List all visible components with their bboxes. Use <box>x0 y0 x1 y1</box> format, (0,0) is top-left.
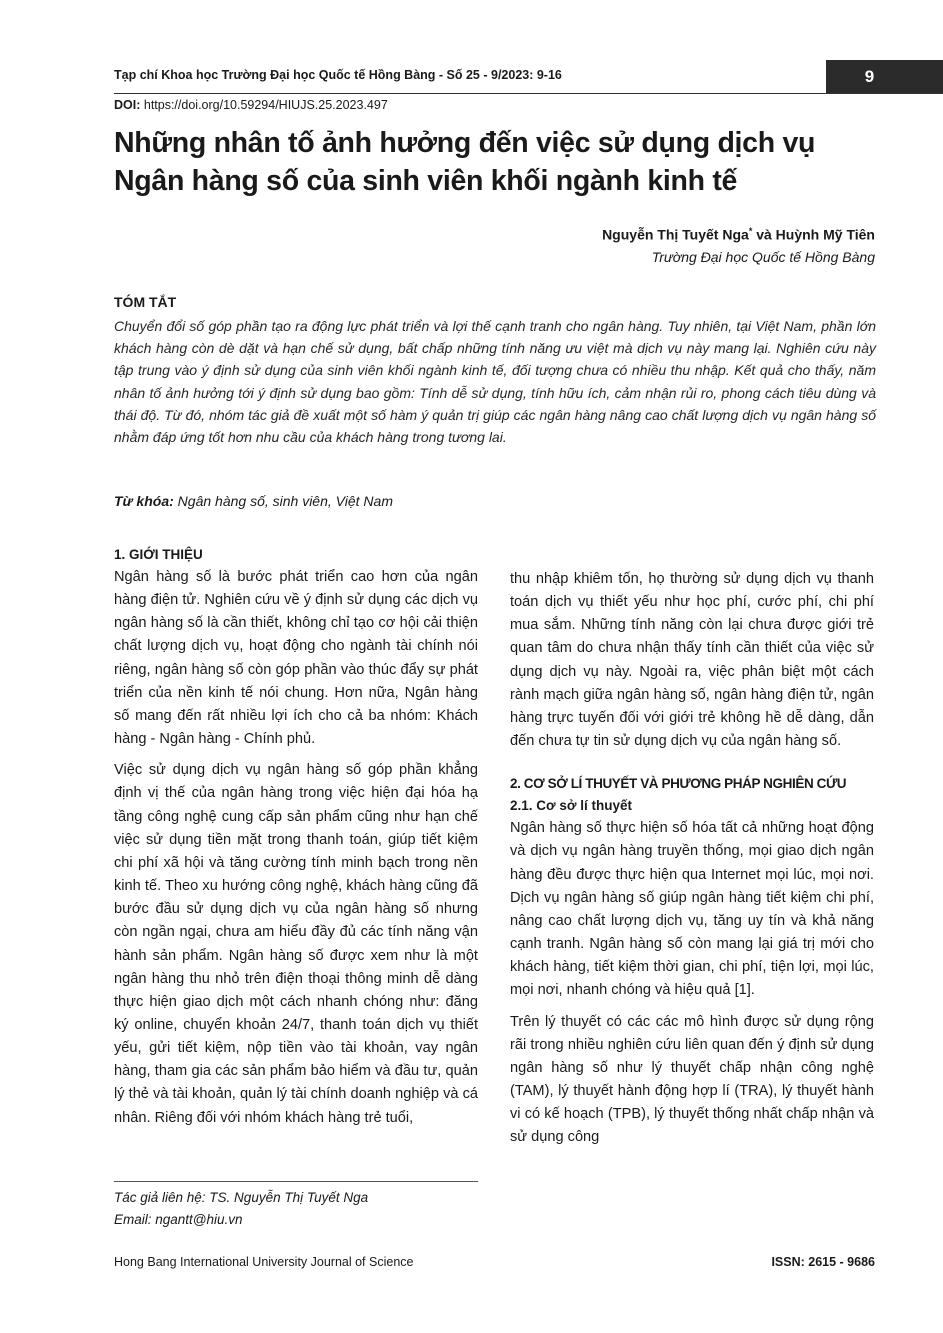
left-column <box>114 544 478 1138</box>
footnote-email[interactable]: Email: ngantt@hiu.vn <box>114 1212 243 1227</box>
paragraph: thu nhập khiêm tốn, họ thường sử dụng dịch vụ thanh toán dịch vụ thiết yếu như học phí, cước phí, chi phí mua sắm. Những tính năng còn lại chưa được giới trẻ quan tâm do chưa nhận thấy tính cần thiết của việc sử dụng dịch vụ này. Ngoài ra, việc phân biệt một cách rành mạch giữa ngân hàng số, ngân hàng điện tử, ngân hàng trực tuyến đối với giới trẻ không hề dễ dàng, dẫn đến chưa tự tin sử dụng dịch vụ của ngân hàng số. <box>510 571 874 750</box>
affiliation: Trường Đại học Quốc tế Hồng Bàng <box>651 249 875 265</box>
keywords-label: Từ khóa: <box>114 493 174 509</box>
section-2-heading: 2. CƠ SỞ LÍ THUYẾT VÀ PHƯƠNG PHÁP NGHIÊN CỨU <box>510 776 847 792</box>
paragraph: Ngân hàng số là bước phát triển cao hơn của ngân hàng điện tử. Nghiên cứu về ý định sử dụng các dịch vụ ngân hàng số là cần thiết, không chỉ tạo cơ hội cải thiện chất lượng dịch vụ, hoạt động cho ngành tài chính nói riêng, ngân hàng số còn góp phần vào thúc đẩy sự phát triển của nền kinh tế nói chung. Hơn nữa, Ngân hàng số mang đến rất nhiều lợi ích cho cả ba nhóm: Khách hàng - Ngân hàng - Chính phủ. <box>114 569 478 748</box>
corresponding-mark: * <box>748 226 753 236</box>
header-rule <box>114 93 943 94</box>
paragraph: Ngân hàng số thực hiện số hóa tất cả những hoạt động và dịch vụ ngân hàng truyền thống, mọi giao dịch ngân hàng đều được thực hiện qua Internet mọi lúc, mọi nơi. Dịch vụ ngân hàng số giúp ngân hàng tiết kiệm chi phí, nâng cao chất lượng dịch vụ, tăng uy tín và khả năng cạnh tranh. Ngân hàng số còn mang lại giá trị mới cho khách hàng, tiết kiệm thời gian, chi phí, tiện lợi, mọi lúc, mọi nơi, nhanh chóng và hiệu quả [1]. <box>510 820 874 999</box>
footer-issn: ISSN: 2615 - 9686 <box>771 1255 875 1269</box>
title-line-2: Ngân hàng số của sinh viên khối ngành kinh tế <box>114 165 738 197</box>
doi-line <box>114 98 388 112</box>
footnote-contact: Tác giả liên hệ: TS. Nguyễn Thị Tuyết Nga <box>114 1190 369 1205</box>
journal-header: Tạp chí Khoa học Trường Đại học Quốc tế Hồng Bàng - Số 25 - 9/2023: 9-16 <box>114 68 562 82</box>
title-line-1: Những nhân tố ảnh hưởng đến việc sử dụng dịch vụ <box>114 127 816 159</box>
abstract-text: Chuyển đổi số góp phần tạo ra động lực phát triển và lợi thế cạnh tranh cho ngân hàng. Tuy nhiên, tại Việt Nam, phần lớn khách hàng còn dè dặt và hạn chế sử dụng, bất chấp những tính năng ưu việt mà dịch vụ này mang lại. Nghiên cứu này tập trung vào ý định sử dụng của sinh viên khối ngành kinh tế, đối tượng chưa có nhiều thu nhập. Kết quả cho thấy, năm nhân tố ảnh hưởng tới ý định sử dụng bao gồm: Tính dễ sử dụng, tính hữu ích, cảm nhận rủi ro, phong cách tiêu dùng và thái độ. Từ đó, nhóm tác giả đề xuất một số hàm ý quản trị giúp các ngân hàng nâng cao chất lượng dịch vụ ngân hàng số nhằm đáp ứng tốt hơn nhu cầu của khách hàng trong tương lai. <box>114 318 876 446</box>
section-1-heading: 1. GIỚI THIỆU <box>114 547 203 562</box>
page-number: 9 <box>826 60 943 94</box>
paragraph: Việc sử dụng dịch vụ ngân hàng số góp phần khẳng định vị thế của ngân hàng trong việc hiện đại hóa hạ tầng công nghệ cung cấp sản phẩm cũng như hạn chế việc sử dụng tiền mặt trong thanh toán, giúp tiết kiệm chi phí xã hội và tăng cường tính minh bạch trong nền kinh tế. Theo xu hướng công nghệ, khách hàng cũng đã bước đầu sử dụng dịch vụ của ngân hàng số nhưng còn ngần ngại, chưa am hiểu đầy đủ các tính năng vận hành sản phẩm. Ngân hàng số được xem như là một ngân hàng thu nhỏ trên điện thoại thông minh dễ dàng thực hiện giao dịch một cách nhanh chóng như: đăng ký online, chuyển khoản 24/7, thanh toán dịch vụ thiết yếu, gửi tiết kiệm, nộp tiền vào tài khoản, vay ngân hàng, tham gia các sản phẩm bảo hiểm và đầu tư, quản lý thẻ và tài khoản, quản lý tài chính doanh nghiệp và cá nhân. Riêng đối với nhóm khách hàng trẻ tuổi, <box>114 762 478 1126</box>
footer-journal: Hong Bang International University Journal of Science <box>114 1255 414 1269</box>
doi-link[interactable]: https://doi.org/10.59294/HIUJS.25.2023.497 <box>140 98 388 112</box>
right-column <box>510 568 874 1157</box>
author-names-b: và Huỳnh Mỹ Tiên <box>752 226 875 243</box>
authors <box>602 226 875 243</box>
doi-label: DOI: <box>114 98 141 112</box>
abstract-heading: TÓM TẮT <box>114 294 177 310</box>
author-names-a: Nguyễn Thị Tuyết Nga <box>602 226 749 243</box>
keywords <box>114 493 393 509</box>
keywords-value: Ngân hàng số, sinh viên, Việt Nam <box>173 493 393 509</box>
subsection-2-1-heading: 2.1. Cơ sở lí thuyết <box>510 798 632 814</box>
footnote-rule <box>114 1181 478 1182</box>
paragraph: Trên lý thuyết có các các mô hình được sử dụng rộng rãi trong nhiều nghiên cứu liên quan đến ý định sử dụng ngân hàng số như lý thuyết chấp nhận công nghệ (TAM), lý thuyết hành động hợp lí (TRA), lý thuyết hành vi có kế hoạch (TPB), lý thuyết thống nhất chấp nhận và sử dụng công <box>510 1013 874 1146</box>
article-title <box>114 124 894 200</box>
